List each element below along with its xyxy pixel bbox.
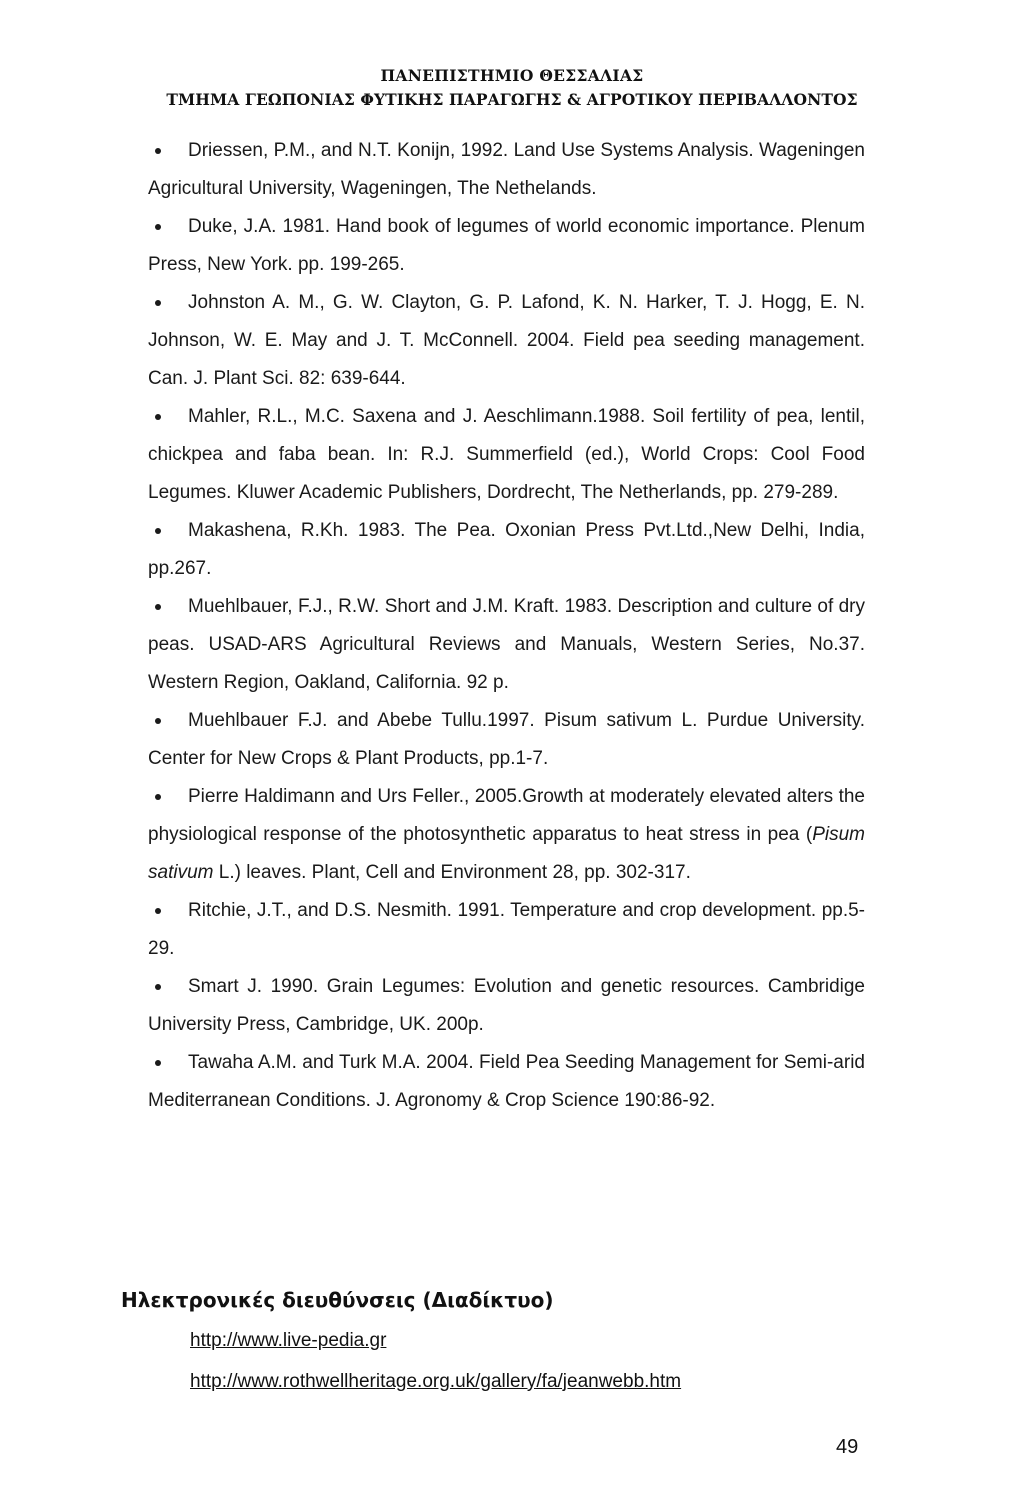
reference-text: Smart J. 1990. Grain Legumes: Evolution and genetic resources. Cambridige University Press, Cambridge, UK. 200p. xyxy=(148,976,865,1035)
bullet-icon xyxy=(155,604,161,610)
reference-item xyxy=(148,284,865,398)
web-addresses-title: Ηλεκτρονικές διευθύνσεις (Διαδίκτυο) xyxy=(121,1288,554,1312)
reference-text: Muehlbauer, F.J., R.W. Short and J.M. Kraft. 1983. Description and culture of dry peas. USAD-ARS Agricultural Reviews and Manuals, Western Series, No.37. Western Region, Oakland, California. 92 p. xyxy=(148,596,865,693)
bullet-icon xyxy=(155,984,161,990)
bullet-icon xyxy=(155,908,161,914)
reference-text: Tawaha A.M. and Turk M.A. 2004. Field Pea Seeding Management for Semi-arid Mediterranean Conditions. J. Agronomy & Crop Science 190:86-92. xyxy=(148,1052,865,1111)
bullet-icon xyxy=(155,300,161,306)
reference-text-end: L.) leaves. Plant, Cell and Environment 28, pp. 302-317. xyxy=(213,862,691,883)
reference-item xyxy=(148,398,865,512)
link-rothwell-heritage[interactable]: http://www.rothwellheritage.org.uk/gallery/fa/jeanwebb.htm xyxy=(190,1371,682,1392)
reference-text-start: Pierre Haldimann and Urs Feller., 2005.Growth at moderately elevated alters the physiological response of the photosynthetic apparatus to heat stress in pea ( xyxy=(148,786,865,845)
bullet-icon xyxy=(155,718,161,724)
bullet-icon xyxy=(155,414,161,420)
link-live-pedia[interactable]: http://www.live-pedia.gr xyxy=(190,1330,387,1351)
reference-text: Mahler, R.L., M.C. Saxena and J. Aeschlimann.1988. Soil fertility of pea, lentil, chickpea and faba bean. In: R.J. Summerfield (ed.), World Crops: Cool Food Legumes. Kluwer Academic Publishers, Dordrecht, The Netherlands, pp. 279-289. xyxy=(148,406,865,503)
university-header: ΠΑΝΕΠΙΣΤΗΜΙΟ ΘΕΣΣΑΛΙΑΣ xyxy=(380,66,644,85)
bullet-icon xyxy=(155,224,161,230)
reference-text: Driessen, P.M., and N.T. Konijn, 1992. Land Use Systems Analysis. Wageningen Agricultural University, Wageningen, The Nethelands. xyxy=(148,140,865,199)
reference-item xyxy=(148,778,865,892)
reference-text: Johnston A. M., G. W. Clayton, G. P. Lafond, K. N. Harker, T. J. Hogg, E. N. Johnson, W. E. May and J. T. McConnell. 2004. Field pea seeding management. Can. J. Plant Sci. 82: 639-644. xyxy=(148,292,865,389)
reference-item xyxy=(148,1044,865,1120)
reference-item xyxy=(148,968,865,1044)
reference-item xyxy=(148,208,865,284)
reference-list xyxy=(148,132,865,1120)
reference-text: Muehlbauer F.J. and Abebe Tullu.1997. Pisum sativum L. Purdue University. Center for New Crops & Plant Products, pp.1-7. xyxy=(148,710,865,769)
page-number: 49 xyxy=(836,1436,859,1458)
reference-text: Ritchie, J.T., and D.S. Nesmith. 1991. Temperature and crop development. pp.5-29. xyxy=(148,900,865,959)
bullet-icon xyxy=(155,794,161,800)
bullet-icon xyxy=(155,148,161,154)
reference-text-italic: Pisum sativum xyxy=(148,824,865,883)
reference-item xyxy=(148,588,865,702)
reference-item xyxy=(148,132,865,208)
department-header: ΤΜΗΜΑ ΓΕΩΠΟΝΙΑΣ ΦΥΤΙΚΗΣ ΠΑΡΑΓΩΓΗΣ & ΑΓΡΟΤΙΚΟΥ ΠΕΡΙΒΑΛΛΟΝΤΟΣ xyxy=(166,90,858,109)
reference-item xyxy=(148,702,865,778)
bullet-icon xyxy=(155,528,161,534)
bullet-icon xyxy=(155,1060,161,1066)
reference-text: Duke, J.A. 1981. Hand book of legumes of world economic importance. Plenum Press, New York. pp. 199-265. xyxy=(148,216,865,275)
reference-item xyxy=(148,892,865,968)
reference-text: Makashena, R.Kh. 1983. The Pea. Oxonian Press Pvt.Ltd.,New Delhi, India, pp.267. xyxy=(148,520,865,579)
reference-item xyxy=(148,512,865,588)
